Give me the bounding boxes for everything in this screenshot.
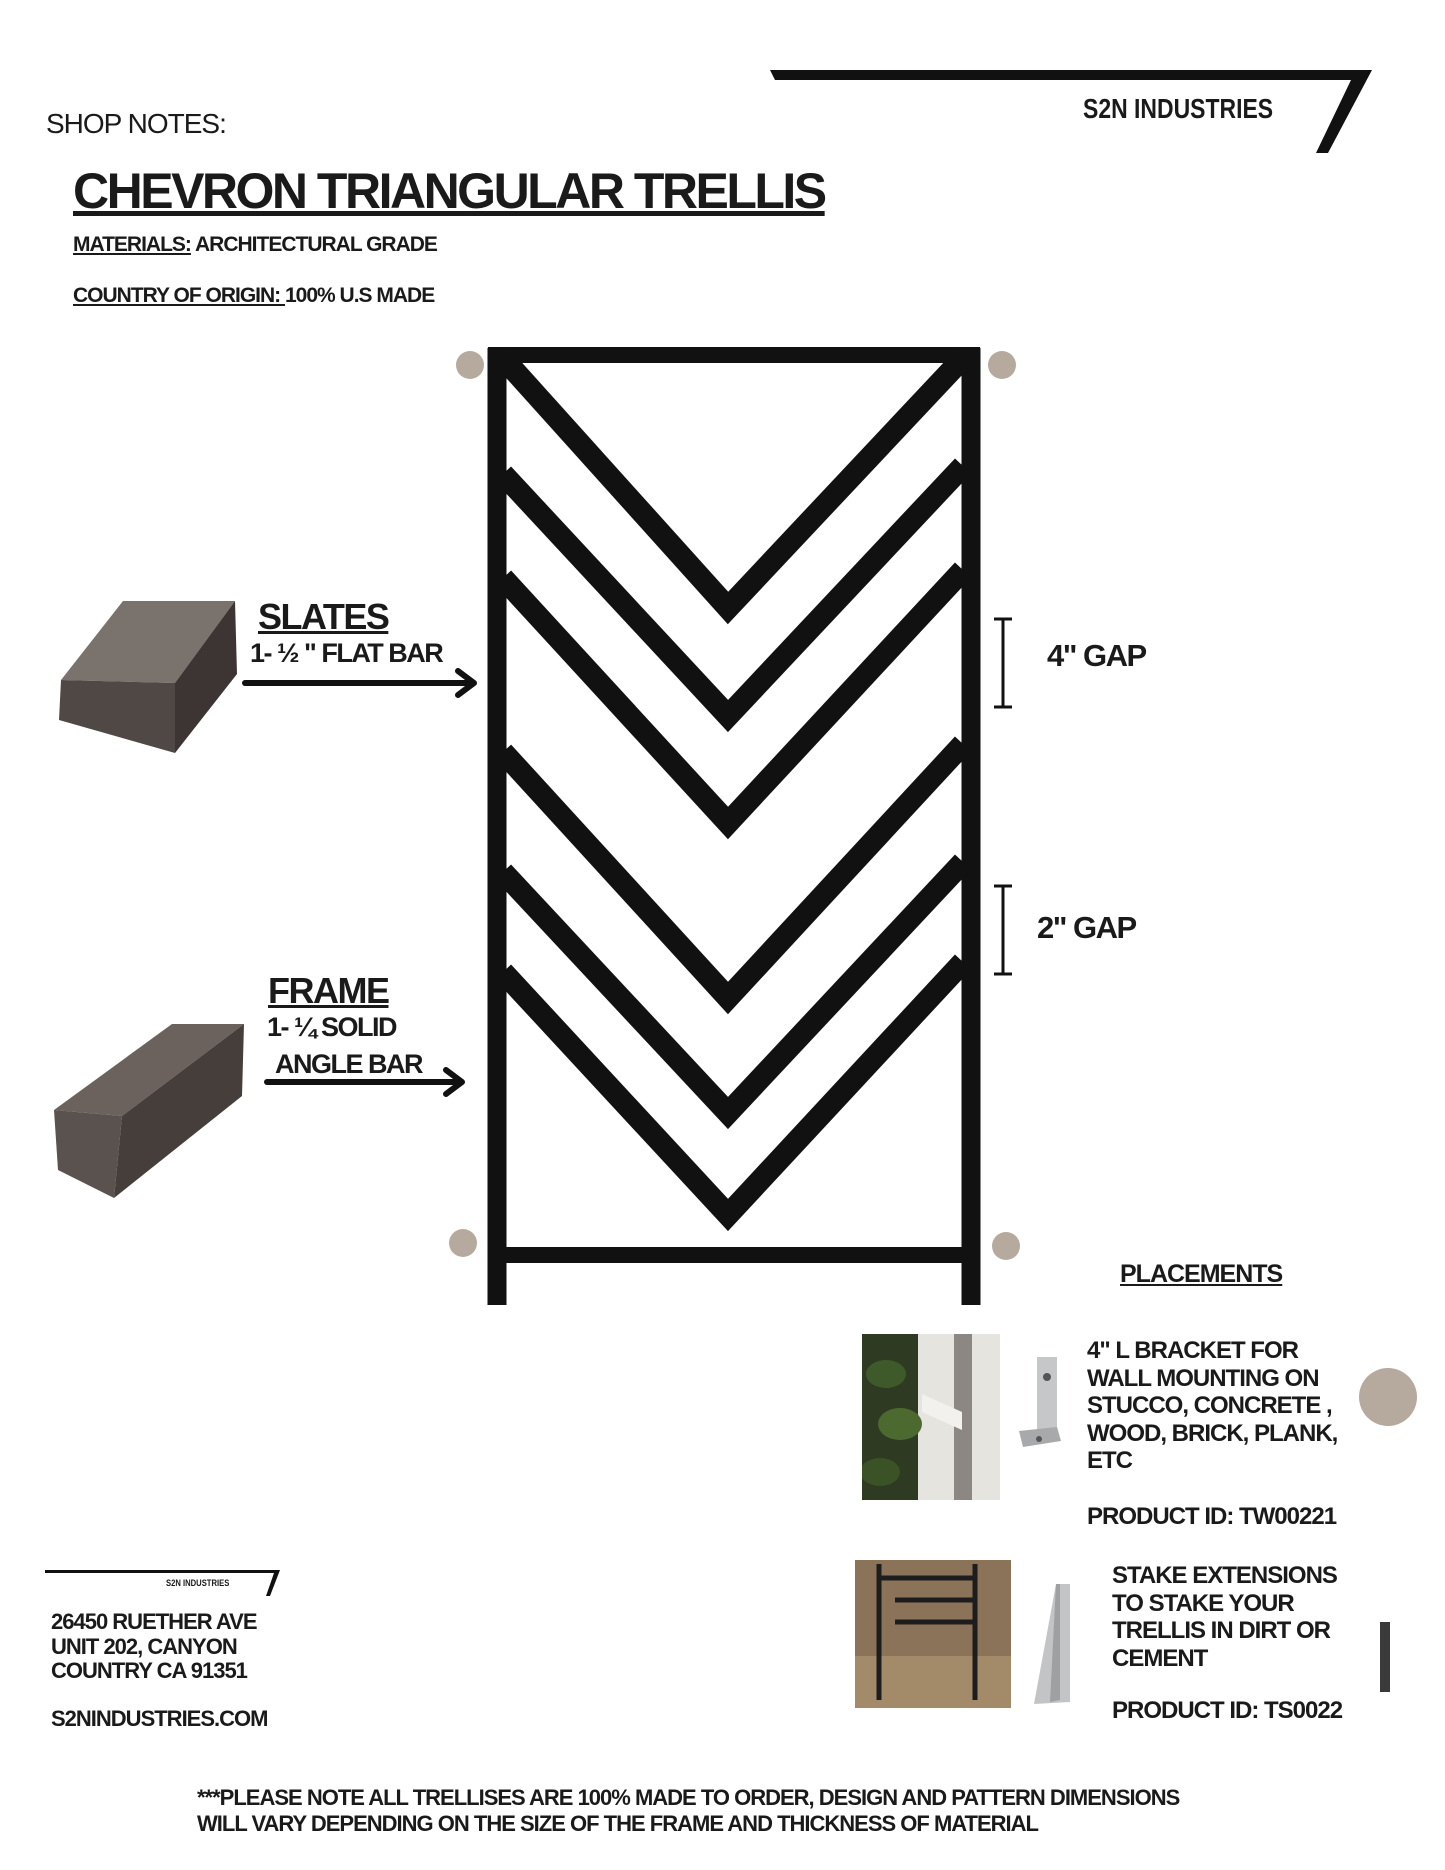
- website-link[interactable]: S2NINDUSTRIES.COM: [51, 1706, 268, 1731]
- stake-description: [1112, 1562, 1337, 1672]
- stake-line-3: TRELLIS IN DIRT OR: [1112, 1617, 1330, 1644]
- frame-title: FRAME: [268, 970, 389, 1011]
- stake-install-photo: [855, 1560, 1011, 1708]
- angle-bar-image: [52, 1020, 252, 1205]
- gap-label-bottom: 2" GAP: [1037, 910, 1136, 945]
- slates-spec: 1- ½ " FLAT BAR: [250, 638, 443, 668]
- origin-label: COUNTRY OF ORIGIN:: [73, 284, 285, 307]
- materials-value: ARCHITECTURAL GRADE: [190, 233, 437, 256]
- stake-line-4: CEMENT: [1112, 1644, 1208, 1672]
- shop-notes-label: SHOP NOTES:: [46, 108, 226, 139]
- address-line-1: 26450 RUETHER AVE: [51, 1609, 257, 1634]
- bracket-install-photo: [862, 1334, 1000, 1500]
- bracket-description: [1087, 1337, 1337, 1475]
- flat-bar-image: [55, 598, 240, 758]
- page-title: CHEVRON TRIANGULAR TRELLIS: [73, 163, 825, 219]
- brand-name-top: S2N INDUSTRIES: [1083, 93, 1274, 124]
- placement-bar: [1380, 1622, 1390, 1692]
- brand-bar-bottom: [40, 1568, 290, 1600]
- frame-spec-2: ANGLE BAR: [275, 1049, 422, 1079]
- bracket-line-3: STUCCO, CONCRETE ,: [1087, 1392, 1332, 1419]
- gap-markers: [994, 619, 1012, 974]
- slates-title: SLATES: [258, 596, 389, 637]
- bracket-line-2: WALL MOUNTING ON: [1087, 1364, 1319, 1392]
- address-block: [51, 1610, 257, 1684]
- stake-image: [1030, 1580, 1078, 1710]
- bracket-line-4: WOOD, BRICK, PLANK,: [1087, 1419, 1338, 1447]
- gap-label-top: 4" GAP: [1047, 638, 1146, 673]
- brand-name-bottom: S2N INDUSTRIES: [166, 1578, 230, 1588]
- l-bracket-image: [1015, 1355, 1065, 1455]
- footer-line-2: WILL VARY DEPENDING ON THE SIZE OF THE FRAME AND THICKNESS OF MATERIAL: [197, 1811, 1038, 1836]
- address-line-3: COUNTRY CA 91351: [51, 1658, 247, 1683]
- bracket-line-1: 4" L BRACKET FOR: [1087, 1337, 1298, 1364]
- origin-value: 100% U.S MADE: [285, 284, 435, 307]
- chevron-slats: [503, 358, 963, 1215]
- bracket-product-id: PRODUCT ID: TW00221: [1087, 1503, 1337, 1530]
- materials-label: MATERIALS:: [73, 233, 191, 256]
- footer-line-1: ***PLEASE NOTE ALL TRELLISES ARE 100% MADE TO ORDER, DESIGN AND PATTERN DIMENSIONS: [197, 1785, 1180, 1810]
- stake-line-1: STAKE EXTENSIONS: [1112, 1562, 1337, 1589]
- placement-dot: [1358, 1367, 1418, 1427]
- stake-product-id: PRODUCT ID: TS0022: [1112, 1697, 1343, 1724]
- address-line-2: UNIT 202, CANYON: [51, 1633, 237, 1659]
- frame-spec-1: 1- ¼ SOLID: [267, 1012, 397, 1042]
- bracket-line-5: ETC: [1087, 1447, 1132, 1474]
- stake-line-2: TO STAKE YOUR: [1112, 1589, 1294, 1617]
- footer-note: [197, 1785, 1179, 1837]
- placements-heading: PLACEMENTS: [1120, 1260, 1283, 1288]
